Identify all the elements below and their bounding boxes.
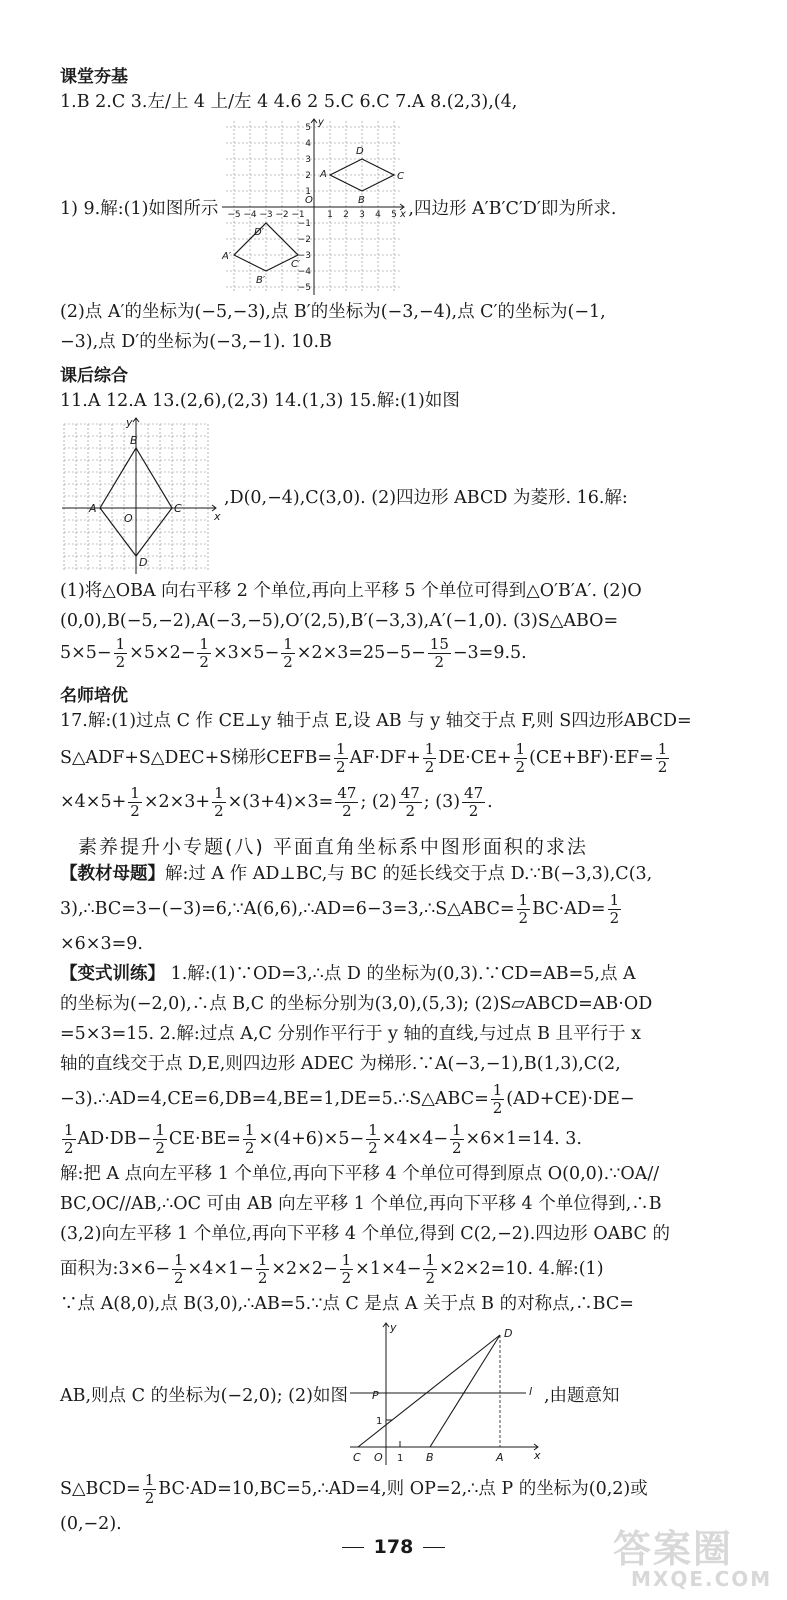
point-label-a: A <box>89 502 97 515</box>
y-tick-label: −2 <box>298 235 312 245</box>
point-label-a: A <box>495 1451 504 1464</box>
denominator: 2 <box>214 802 224 820</box>
numerator: 1 <box>115 635 126 653</box>
numerator: 47 <box>464 784 484 802</box>
text: BC·AD= <box>532 899 606 919</box>
text: 解:过 A 作 AD⊥BC,与 BC 的延长线交于点 D.∵B(−3,3),C(3, <box>165 864 653 884</box>
fraction <box>335 785 358 820</box>
y-tick-label: −4 <box>298 267 312 277</box>
text: CE·BE= <box>168 1129 241 1149</box>
text-line: (1)将△OBA 向右平移 2 个单位,再向上平移 5 个单位可得到△O′B′A′. (2)O <box>60 581 642 601</box>
figure-line <box>60 117 713 297</box>
numerator: 1 <box>425 1251 435 1269</box>
numerator: 1 <box>283 635 293 653</box>
y-tick-label: 3 <box>305 155 312 165</box>
fraction <box>62 1122 76 1157</box>
text-line: ,由题意知 <box>543 1385 620 1406</box>
section-title-1: 课堂夯基 <box>60 67 128 87</box>
x-tick-label: −4 <box>243 210 258 220</box>
denominator: 2 <box>434 653 445 671</box>
origin-label: O <box>124 512 133 525</box>
text-line: 轴的直线交于点 D,E,则四边形 ADEC 为梯形.∵A(−3,−1),B(1,3),C(2, <box>60 1054 621 1074</box>
text: −3).∴AD=4,CE=6,DB=4,BE=1,DE=5.∴S△ABC= <box>60 1089 489 1109</box>
denominator: 2 <box>609 909 620 927</box>
x-tick-label: 5 <box>391 210 398 220</box>
denominator: 2 <box>425 1269 435 1287</box>
formula-line <box>60 780 713 824</box>
numerator: 1 <box>452 1121 462 1139</box>
formula-line <box>60 636 713 671</box>
point-label-b: B <box>425 1451 434 1464</box>
text: −3=9.5. <box>452 643 527 663</box>
point-label-d: D <box>356 146 365 157</box>
tag: 【变式训练】 <box>60 964 165 984</box>
text: BC·AD=10,BC=5,∴AD=4,则 OP=2,∴点 P 的坐标为(0,2)或 <box>158 1479 648 1499</box>
point-label-b-prime: B′ <box>256 275 266 286</box>
section-title-3: 名师培优 <box>60 686 128 706</box>
text-line: 的坐标为(−2,0),∴点 B,C 的坐标分别为(3,0),(5,3); (2)S▱ABCD=AB·OD <box>60 994 653 1014</box>
text: ×(3+4)×3= <box>227 792 334 812</box>
numerator: 1 <box>609 891 620 909</box>
denominator: 2 <box>515 758 526 776</box>
page-number-text: 178 <box>373 1536 414 1558</box>
numerator: 1 <box>518 891 529 909</box>
denominator: 2 <box>657 758 668 776</box>
point-label-c: C <box>174 502 182 515</box>
text: ×3×5− <box>212 643 280 663</box>
numerator: 1 <box>155 1121 165 1139</box>
point-label-p: P <box>371 1389 379 1402</box>
numerator: 1 <box>244 1121 255 1139</box>
x-tick-label: 2 <box>343 210 350 220</box>
point-label-b: B <box>358 195 366 206</box>
text: (AD+CE)·DE− <box>506 1089 635 1109</box>
denominator: 2 <box>452 1139 462 1157</box>
numerator: 1 <box>368 1121 378 1139</box>
formula-line <box>60 1469 713 1509</box>
fraction <box>450 1122 464 1157</box>
numerator: 15 <box>429 635 449 653</box>
text: (CE+BF)·EF= <box>529 748 654 768</box>
numerator: 1 <box>257 1251 268 1269</box>
fraction <box>491 1082 505 1117</box>
text-line: ,D(0,−4),C(3,0). (2)四边形 ABCD 为菱形. 16.解: <box>224 487 628 508</box>
axis-label-y: y <box>126 416 133 429</box>
text: DE·CE+ <box>438 748 512 768</box>
x-tick-label: 1 <box>327 210 334 220</box>
fraction <box>114 636 128 671</box>
text: S△BCD= <box>60 1479 141 1499</box>
text-line: 17.解:(1)过点 C 作 CE⊥y 轴于点 E,设 AB 与 y 轴交于点 F,则 S四边形ABCD= <box>60 711 692 731</box>
axis-label-y: y <box>389 1321 397 1334</box>
text: ×4×1− <box>187 1259 254 1279</box>
fraction <box>366 1122 380 1157</box>
numerator: 1 <box>657 740 668 758</box>
text-line: ×6×3=9. <box>60 934 143 954</box>
x-tick-label: −5 <box>227 210 242 220</box>
line-label-l: l <box>528 1385 533 1398</box>
x-tick-label: −3 <box>259 210 274 220</box>
denominator: 2 <box>283 653 293 671</box>
fraction <box>197 636 211 671</box>
text: 1.解:(1)∵OD=3,∴点 D 的坐标为(0,3).∵CD=AB=5,点 A <box>165 964 636 984</box>
fraction <box>340 1252 354 1287</box>
text: ×(4+6)×5− <box>258 1129 365 1149</box>
text-line: BC,OC//AB,∴OC 可由 AB 向左平移 1 个单位,再向下平移 4 个单位得到,∴B <box>60 1194 662 1214</box>
numerator: 1 <box>130 784 140 802</box>
text-line: (0,−2). <box>60 1514 122 1534</box>
denominator: 2 <box>342 802 352 820</box>
numerator: 47 <box>337 784 357 802</box>
text: ; (2) <box>360 792 397 812</box>
denominator: 2 <box>130 802 140 820</box>
denominator: 2 <box>174 1269 184 1287</box>
text: ×2×3=25−5− <box>296 643 426 663</box>
fraction <box>423 1252 437 1287</box>
fraction <box>281 636 295 671</box>
text-line: 1.B 2.C 3.左/上 4 上/左 4 4.6 2 5.C 6.C 7.A 8.(2,3),(4, <box>60 92 518 112</box>
text: ×4×5+ <box>60 792 127 812</box>
fraction <box>656 741 670 776</box>
text-line: 解:把 A 点向左平移 1 个单位,再向下平移 4 个单位可得到原点 O(0,0).∵OA// <box>60 1164 660 1184</box>
fraction <box>128 785 142 820</box>
formula-line <box>60 889 713 929</box>
text: ; (3) <box>423 792 461 812</box>
denominator: 2 <box>518 909 529 927</box>
x-unit-label: 1 <box>396 1453 404 1464</box>
segment-bd <box>430 1335 500 1447</box>
text-line: 1) 9.解:(1)如图所示 <box>60 198 219 219</box>
denominator: 2 <box>336 758 346 776</box>
text-line: ,四边形 A′B′C′D′即为所求. <box>408 198 617 219</box>
watermark <box>613 1518 773 1591</box>
fraction <box>153 1122 167 1157</box>
numerator: 1 <box>492 1081 503 1099</box>
numerator: 1 <box>144 1471 155 1489</box>
text: ×1×4− <box>355 1259 422 1279</box>
watermark-line-2: MXQE.COM <box>631 1567 773 1591</box>
origin-label: O <box>305 195 314 206</box>
denominator: 2 <box>368 1139 378 1157</box>
point-label-a: A <box>320 169 328 180</box>
point-label-a-prime: A′ <box>222 251 232 262</box>
text-line: ∵点 A(8,0),点 B(3,0),∴AB=5.∵点 C 是点 A 关于点 B 的对称点,∴BC= <box>60 1294 634 1314</box>
numerator: 1 <box>341 1251 352 1269</box>
numerator: 1 <box>199 635 209 653</box>
text: AD·DB− <box>77 1129 152 1149</box>
text-line: (3,2)向左平移 1 个单位,再向下平移 4 个单位,得到 C(2,−2).四边形 OABC 的 <box>60 1224 670 1244</box>
numerator: 1 <box>214 784 224 802</box>
fraction <box>243 1122 257 1157</box>
text: AF·DF+ <box>349 748 421 768</box>
text-line <box>60 859 713 889</box>
section-title-2: 课后综合 <box>60 366 128 386</box>
fraction <box>256 1252 270 1287</box>
point-label-c: C <box>352 1451 361 1464</box>
text: ×2×3+ <box>143 792 211 812</box>
fraction <box>608 892 622 927</box>
numerator: 47 <box>400 784 420 802</box>
axis-label-x: x <box>533 1449 541 1462</box>
text: ×2×2=10. 4.解:(1) <box>438 1259 604 1279</box>
coordinate-figure-2 <box>60 416 224 576</box>
denominator: 2 <box>199 653 209 671</box>
figure-line <box>60 416 713 576</box>
point-label-c: C <box>397 171 405 182</box>
y-tick-label: 5 <box>305 123 312 133</box>
formula-line <box>60 1079 713 1119</box>
y-tick-label: −1 <box>298 219 312 229</box>
text: ×5×2− <box>129 643 196 663</box>
formula-line <box>60 1119 713 1159</box>
text-line: (0,0),B(−5,−2),A(−3,−5),O′(2,5),B′(−3,3),A′(−1,0). (3)S△ABO= <box>60 611 619 631</box>
text: 面积为:3×6− <box>60 1259 170 1279</box>
denominator: 2 <box>492 1099 503 1117</box>
denominator: 2 <box>64 1139 74 1157</box>
text: . <box>487 792 493 812</box>
numerator: 1 <box>64 1121 74 1139</box>
text: ×2×2− <box>271 1259 338 1279</box>
x-tick-label: −2 <box>275 210 290 220</box>
segment-cd <box>358 1335 500 1447</box>
topic-heading: 素养提升小专题(八) 平面直角坐标系中图形面积的求法 <box>78 836 588 858</box>
point-label-b: B <box>130 434 138 447</box>
denominator: 2 <box>405 802 415 820</box>
numerator: 1 <box>174 1251 184 1269</box>
text-line: 11.A 12.A 13.(2,6),(2,3) 14.(1,3) 15.解:(1)如图 <box>60 391 460 411</box>
fraction <box>517 892 531 927</box>
coordinate-figure-3 <box>348 1319 544 1469</box>
fraction <box>143 1472 157 1507</box>
fraction <box>428 636 451 671</box>
denominator: 2 <box>144 1489 155 1507</box>
fraction <box>462 785 485 820</box>
text: 5×5− <box>60 643 112 663</box>
axis-label-x: x <box>400 209 407 220</box>
y-tick-label: 2 <box>305 171 312 181</box>
fraction <box>172 1252 186 1287</box>
y-unit-label: 1 <box>375 1416 383 1427</box>
text: ×4×4− <box>381 1129 448 1149</box>
coordinate-figure-1 <box>218 117 408 297</box>
point-label-d: D <box>139 556 148 569</box>
denominator: 2 <box>468 802 479 820</box>
text-line: =5×3=15. 2.解:过点 A,C 分别作平行于 y 轴的直线,与过点 B 且平行于 x <box>60 1024 641 1044</box>
numerator: 1 <box>515 740 526 758</box>
text-line: AB,则点 C 的坐标为(−2,0); (2)如图 <box>60 1385 348 1406</box>
numerator: 1 <box>424 740 435 758</box>
y-tick-label: −5 <box>298 283 312 293</box>
fraction <box>212 785 226 820</box>
tag: 【教材母题】 <box>60 864 165 884</box>
denominator: 2 <box>244 1139 255 1157</box>
fraction <box>423 741 437 776</box>
text: S△ADF+S△DEC+S梯形CEFB= <box>60 748 333 768</box>
y-tick-label: 4 <box>305 139 312 149</box>
text: 3),∴BC=3−(−3)=6,∵A(6,6),∴AD=6−3=3,∴S△ABC= <box>60 899 515 919</box>
formula-line <box>60 736 713 780</box>
point-label-d: D <box>503 1327 513 1340</box>
watermark-line-1: 答案圈 <box>613 1527 734 1571</box>
formula-line <box>60 1249 713 1289</box>
point-label-c-prime: C′ <box>291 259 301 270</box>
denominator: 2 <box>341 1269 352 1287</box>
denominator: 2 <box>115 653 126 671</box>
numerator: 1 <box>336 740 346 758</box>
fraction <box>514 741 528 776</box>
axis-label-y: y <box>318 117 325 128</box>
x-tick-label: −1 <box>291 210 306 220</box>
point-label-d-prime: D′ <box>254 227 265 238</box>
denominator: 2 <box>257 1269 268 1287</box>
text: ×6×1=14. 3. <box>465 1129 582 1149</box>
origin-label: O <box>373 1451 383 1464</box>
fraction <box>399 785 422 820</box>
text-line: (2)点 A′的坐标为(−5,−3),点 B′的坐标为(−3,−4),点 C′的坐标为(−1, <box>60 302 606 322</box>
denominator: 2 <box>424 758 435 776</box>
text-line <box>60 959 713 989</box>
y-tick-label: 1 <box>305 187 312 197</box>
figure-line <box>60 1319 713 1469</box>
axis-label-x: x <box>214 510 221 523</box>
x-tick-label: 4 <box>375 210 382 220</box>
text-line: −3),点 D′的坐标为(−3,−1). 10.B <box>60 332 332 352</box>
fraction <box>334 741 348 776</box>
y-tick-label: −3 <box>298 251 312 261</box>
x-tick-label: 3 <box>359 210 366 220</box>
denominator: 2 <box>155 1139 165 1157</box>
